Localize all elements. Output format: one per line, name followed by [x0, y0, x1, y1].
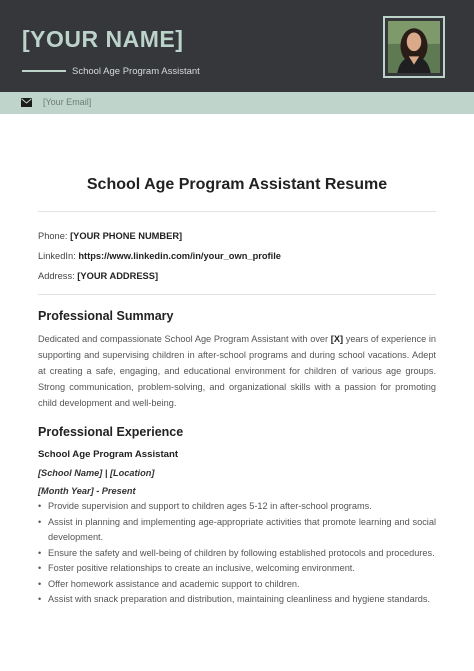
profile-photo [383, 16, 445, 78]
resume-body [38, 114, 436, 608]
document-title: School Age Program Assistant Resume [86, 176, 388, 193]
summary-text [38, 331, 436, 411]
summary-years: [X] [330, 334, 344, 344]
title-divider [38, 211, 436, 212]
phone-line [38, 226, 436, 246]
candidate-name: [YOUR NAME] [22, 26, 184, 52]
contact-details [38, 226, 436, 286]
experience-heading: Professional Experience [38, 425, 184, 439]
summary-text-after: years of experience in supporting and supervising children in after-school programs and during school vacations. Adept at creating a safe, engaging, and educational environment for children of various age groups. Strong communication, problem-solving, and organizational skills with a passion for promoting child development and well-being. [38, 334, 437, 408]
title-rule [22, 70, 66, 72]
experience-job-title: School Age Program Assistant [38, 449, 179, 460]
list-item: • Provide supervision and support to children ages 5-12 in after-school programs. [48, 499, 436, 515]
list-item: • Offer homework assistance and academic support to children. [48, 577, 436, 593]
header-job-title: School Age Program Assistant [72, 66, 200, 77]
phone-value: [YOUR PHONE NUMBER] [70, 231, 183, 241]
experience-school-location: [School Name] | [Location] [38, 468, 155, 478]
list-item: • Foster positive relationships to create an inclusive, welcoming environment. [48, 561, 436, 577]
experience-dates: [Month Year] - Present [38, 486, 136, 496]
list-item: • Assist in planning and implementing age-appropriate activities that promote learning and social development. [48, 515, 436, 546]
list-item: • Assist with snack preparation and distribution, maintaining cleanliness and hygiene standards. [48, 592, 436, 608]
linkedin-label: LinkedIn: [38, 251, 76, 261]
linkedin-line [38, 246, 436, 266]
address-value: [YOUR ADDRESS] [77, 271, 159, 281]
summary-heading: Professional Summary [38, 309, 174, 323]
phone-label: Phone: [38, 231, 68, 241]
experience-bullets [38, 499, 436, 608]
address-line [38, 266, 436, 286]
profile-photo-image [388, 21, 440, 73]
address-label: Address: [38, 271, 75, 281]
envelope-icon [21, 98, 32, 107]
email-text: [Your Email] [43, 97, 92, 107]
resume-header [0, 0, 474, 92]
list-item: • Ensure the safety and well-being of children by following established protocols and procedures. [48, 546, 436, 562]
summary-text-before: Dedicated and compassionate School Age Program Assistant with over [38, 334, 331, 344]
contact-bar [0, 92, 474, 114]
contact-divider [38, 294, 436, 295]
linkedin-value[interactable]: https://www.linkedin.com/in/your_own_profile [78, 251, 281, 261]
